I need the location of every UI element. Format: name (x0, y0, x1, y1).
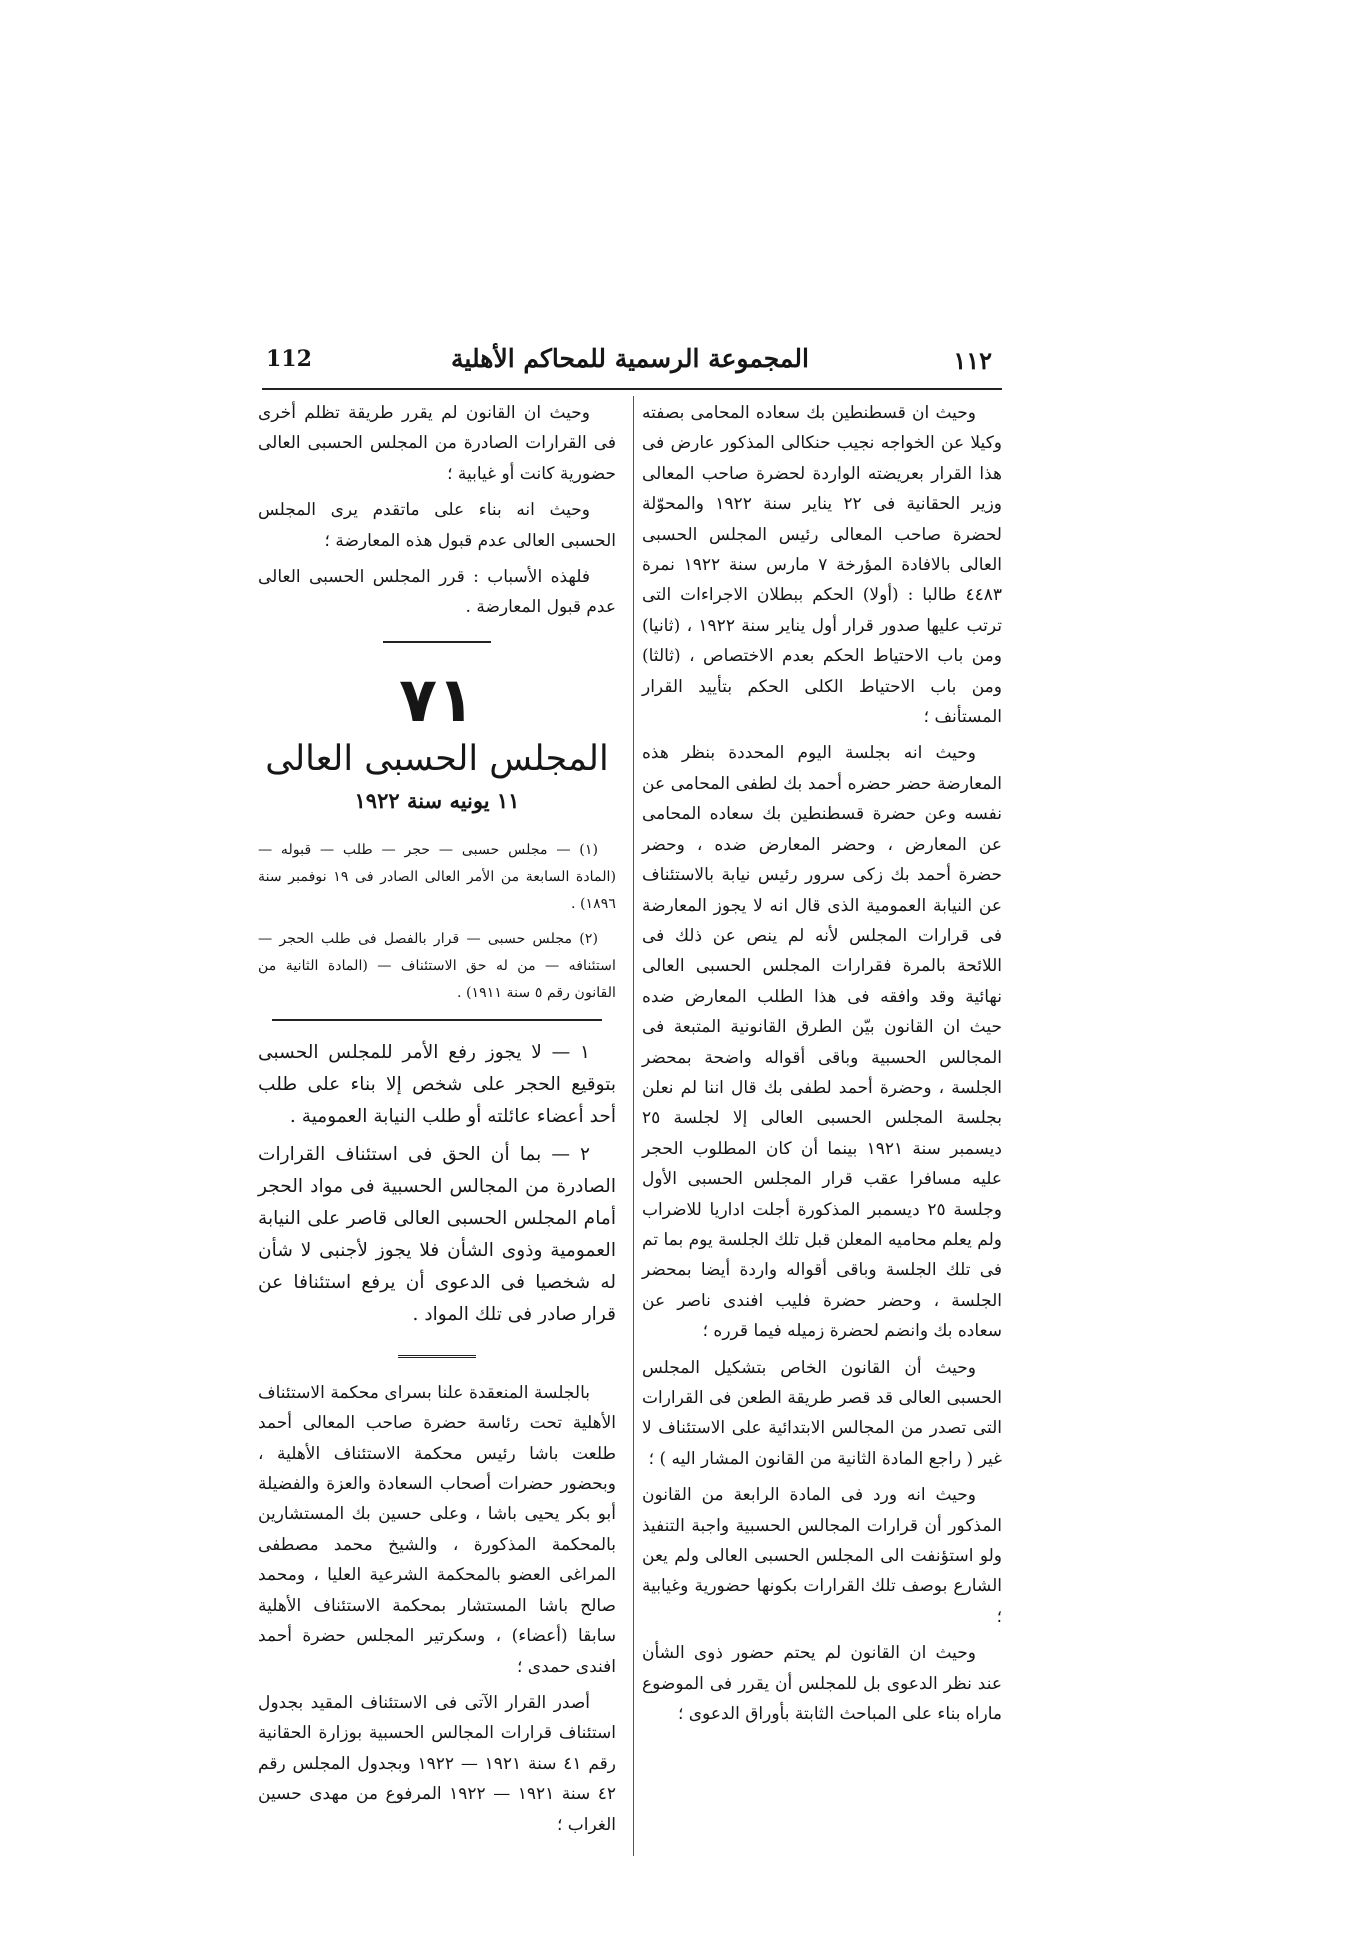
running-title: المجموعة الرسمية للمحاكم الأهلية (451, 344, 809, 373)
court-name: المجلس الحسبى العالى (265, 738, 609, 779)
page-number-latin: 112 (266, 346, 312, 372)
page-number-arabic: ١١٢ (953, 346, 992, 375)
principle: ١ — لا يجوز رفع الأمر للمجلس الحسبى بتوقيع الحجر على شخص إلا بناء على طلب أحد أعضاء عائلته أو طلب النيابة العمومية . (258, 1041, 616, 1127)
header-rule (262, 388, 1002, 390)
left-column (258, 398, 616, 1846)
headnote: (٢) مجلس حسبى — قرار بالفصل فى طلب الحجر — استئنافه — من له حق الاستئناف — (المادة الثانية من القانون رقم ٥ سنة ١٩١١) . (258, 930, 616, 1001)
paragraph: بالجلسة المنعقدة علنا بسراى محكمة الاستئناف الأهلية تحت رئاسة حضرة صاحب المعالى أحمد طلعت باشا رئيس محكمة الاستئناف الأهلية ، وبحضور حضرات أصحاب السعادة والعزة والفضيلة أبو بكر يحيى باشا ، وعلى حسين بك المستشارين بالمحكمة المذكورة ، والشيخ محمد مصطفى المراغى العضو بالمحكمة الشرعية العليا ، ومحمد صالح باشا المستشار بمحكمة الاستئناف الأهلية سابقا (أعضاء) ، وسكرتير المجلس حضرة أحمد افندى حمدى ؛ (258, 1382, 616, 1677)
headnote-rule (272, 1019, 601, 1021)
paragraph: وحيث انه بجلسة اليوم المحددة بنظر هذه المعارضة حضر حضره أحمد بك لطفى المحامى عن نفسه وعن حضرة قسطنطين بك سعاده المحامى عن المعارض ، وحضر المعارض ضده ، وحضر حضرة أحمد بك زكى سرور رئيس نيابة بالاستئناف عن النيابة العمومية الذى قال انه لا يجوز المعارضة فى قرارات المجلس لأنه لم ينص عن ذلك فى اللائحة بالمرة فقرارات المجلس الحسبى العالى نهائية وقد وافقه فى هذا الطلب المعارض ضده حيث ان القانون بيّن الطرق القانونية المتبعة فى المجالس الحسبية وباقى أقواله واضحة بمحضر الجلسة ، وحضرة أحمد لطفى بك قال اننا لم نعلن بجلسة المجلس الحسبى العالى إلا لجلسة ٢٥ ديسمبر سنة ١٩٢١ بينما أن كان المطلوب الحجر عليه مسافرا عقب قرار المجلس الحسبى الأول وجلسة ٢٥ ديسمبر المذكورة أجلت اداريا للاضراب ولم يعلم محاميه المعلن قبل تلك الجلسة يوم بما تم فى تلك الجلسة وباقى أقواله واردة أيضا بمحضر الجلسة ، وحضر حضرة فليب افندى ناصر عن سعاده بك وانضم لحضرة زميله فيما قرره ؛ (642, 743, 1002, 1342)
section-separator (383, 641, 490, 643)
paragraph: وحيث ان القانون لم يقرر طريقة تظلم أخرى فى القرارات الصادرة من المجلس الحسبى العالى حضورية كانت أو غيابية ؛ (258, 403, 616, 484)
case-number: ٧١ (399, 662, 475, 736)
principle: ٢ — بما أن الحق فى استئناف القرارات الصادرة من المجالس الحسبية فى مواد الحجر أمام المجلس الحسبى العالى قاصر على النيابة العمومية وذوى الشأن فلا يجوز لأجنبى لا شأن له شخصيا فى الدعوى أن يرفع استئنافا عن قرار صادر فى تلك المواد . (258, 1143, 616, 1325)
decision-date: ١١ يونيه سنة ١٩٢٢ (354, 787, 520, 813)
paragraph: وحيث ان القانون لم يحتم حضور ذوى الشأن عند نظر الدعوى بل للمجلس أن يقرر فى الموضوع ماراه بناء على المباحث الثابتة بأوراق الدعوى ؛ (642, 1643, 1002, 1725)
page-header (262, 344, 998, 384)
paragraph: وحيث انه ورد فى المادة الرابعة من القانون المذكور أن قرارات المجالس الحسبية واجبة التنفيذ ولو استؤنفت الى المجلس الحسبى العالى ولم يعن الشارع بوصف تلك القرارات بكونها حضورية وغيابية ؛ (642, 1485, 1002, 1627)
right-column (642, 398, 1002, 1735)
column-divider (633, 396, 634, 1856)
paragraph: أصدر القرار الآتى فى الاستئناف المقيد بجدول استئناف قرارات المجالس الحسبية بوزارة الحقانية رقم ٤١ سنة ١٩٢١ — ١٩٢٢ وبجدول المجلس رقم ٤٢ سنة ١٩٢١ — ١٩٢٢ المرفوع من مهدى حسين الغراب ؛ (258, 1692, 617, 1835)
section-separator (398, 1355, 477, 1358)
headnote: (١) — مجلس حسبى — حجر — طلب — قبوله — (المادة السابعة من الأمر العالى الصادر فى ١٩ نوفمبر سنة ١٨٩٦) . (258, 841, 616, 912)
paragraph: وحيث انه بناء على ماتقدم يرى المجلس الحسبى العالى عدم قبول هذه المعارضة ؛ (258, 500, 616, 551)
paragraph: وحيث ان قسطنطين بك سعاده المحامى بصفته وكيلا عن الخواجه نجيب حنكالى المذكور عارض فى هذا القرار بعريضته الواردة لحضرة صاحب المعالى وزير الحقانية فى ٢٢ يناير سنة ١٩٢٢ والمحوّلة لحضرة صاحب المعالى رئيس المجلس الحسبى العالى بالافادة المؤرخة ٧ مارس سنة ١٩٢٢ نمرة ٤٤٨٣ طالبا : (أولا) الحكم ببطلان الاجراءات التى ترتب عليها صدور قرار أول يناير سنة ١٩٢٢ ، (ثانيا) ومن باب الاحتياط الحكم بعدم الاختصاص ، (ثالثا) ومن باب الاحتياط الكلى الحكم بتأييد القرار المستأنف ؛ (642, 403, 1003, 728)
paragraph: فلهذه الأسباب : قرر المجلس الحسبى العالى عدم قبول المعارضة . (258, 567, 616, 618)
paragraph: وحيث أن القانون الخاص بتشكيل المجلس الحسبى العالى قد قصر طريقة الطعن فى القرارات التى تصدر من المجالس الابتدائية على الاستئناف لا غير ( راجع المادة الثانية من القانون المشار اليه ) ؛ (642, 1357, 1002, 1469)
